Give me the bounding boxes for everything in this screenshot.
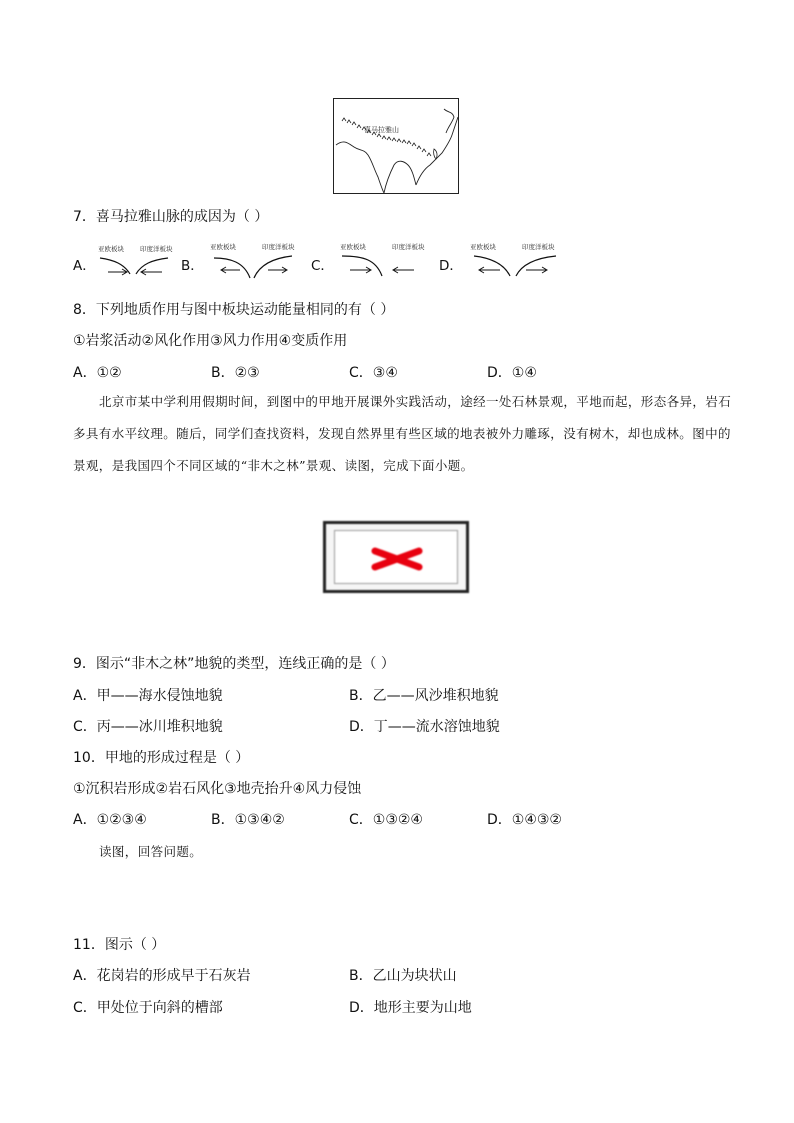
q7-option-a-diagram [96, 244, 176, 278]
q9-option-c: C．丙——冰川堆积地貌 [73, 719, 223, 735]
broken-image-placeholder [323, 521, 469, 593]
q7-option-b-letter: B． [181, 258, 204, 274]
question-7-stem: 7．喜马拉雅山脉的成因为（ ） [73, 209, 269, 225]
q9-option-d: D．丁——流水溶蚀地貌 [349, 719, 500, 735]
q7-option-c-letter: C． [311, 258, 334, 274]
q7-option-d-letter: D． [439, 258, 463, 274]
q9-option-a: A．甲——海水侵蚀地貌 [73, 688, 223, 704]
q7-option-d-diagram [466, 242, 566, 280]
q8-option-d: D．①④ [487, 365, 537, 381]
red-x-icon [335, 531, 459, 585]
q10-option-a: A．①②③④ [73, 812, 147, 828]
right-plate-label: 印度洋板块 [522, 243, 555, 251]
question-11-stem: 11．图示（ ） [73, 937, 166, 953]
q7-option-a-letter: A． [73, 258, 96, 274]
left-plate-label: 亚欧板块 [470, 243, 496, 251]
right-plate-label: 印度洋板块 [392, 243, 425, 251]
map-outline [334, 99, 458, 193]
right-plate-label: 印度洋板块 [262, 243, 295, 251]
q7-option-c-diagram [336, 242, 436, 280]
q9-option-b: B．乙——风沙堆积地貌 [349, 688, 499, 704]
broken-image-frame [334, 530, 458, 584]
question-9-stem: 9．图示“非木之林”地貌的类型，连线正确的是（ ） [73, 656, 395, 672]
left-plate-label: 亚欧板块 [210, 243, 236, 251]
q8-option-c: C．③④ [349, 365, 398, 381]
himalaya-map [333, 98, 459, 194]
q10-option-b: B．①③④② [211, 812, 285, 828]
left-plate-label: 亚欧板块 [340, 243, 366, 251]
reading-passage-1-text: 北京市某中学利用假期时间，到图中的甲地开展课外实践活动，途经一处石林景观，平地而起，形态各异，岩石多具有水平纹理。随后，同学们查找资料，发现自然界里有些区域的地表被外力雕琢，没有树木，却也成林。图中的景观，是我国四个不同区域的“非木之林”景观、读图，完成下面小题。 [73, 394, 732, 473]
q11-option-a: A．花岗岩的形成早于石灰岩 [73, 968, 251, 984]
q7-option-b-diagram [206, 242, 302, 280]
question-10-stem: 10．甲地的形成过程是（ ） [73, 750, 250, 766]
right-plate-label: 印度洋板块 [140, 245, 173, 253]
q11-option-d: D．地形主要为山地 [349, 1000, 472, 1016]
question-10-items: ①沉积岩形成②岩石风化③地壳抬升④风力侵蚀 [73, 781, 362, 797]
q8-option-a: A．①② [73, 365, 122, 381]
question-8-items: ①岩浆活动②风化作用③风力作用④变质作用 [73, 333, 348, 349]
question-8-stem: 8．下列地质作用与图中板块运动能量相同的有（ ） [73, 302, 395, 318]
q8-option-b: B．②③ [211, 365, 260, 381]
reading-passage-2: 读图，回答问题。 [99, 844, 203, 859]
q10-option-c: C．①③②④ [349, 812, 423, 828]
map-label: 喜马拉雅山 [364, 126, 399, 134]
left-plate-label: 亚欧板块 [98, 245, 124, 253]
reading-passage-1 [73, 386, 733, 482]
q11-option-c: C．甲处位于向斜的槽部 [73, 1000, 223, 1016]
q11-option-b: B．乙山为块状山 [349, 968, 457, 984]
q10-option-d: D．①④③② [487, 812, 562, 828]
